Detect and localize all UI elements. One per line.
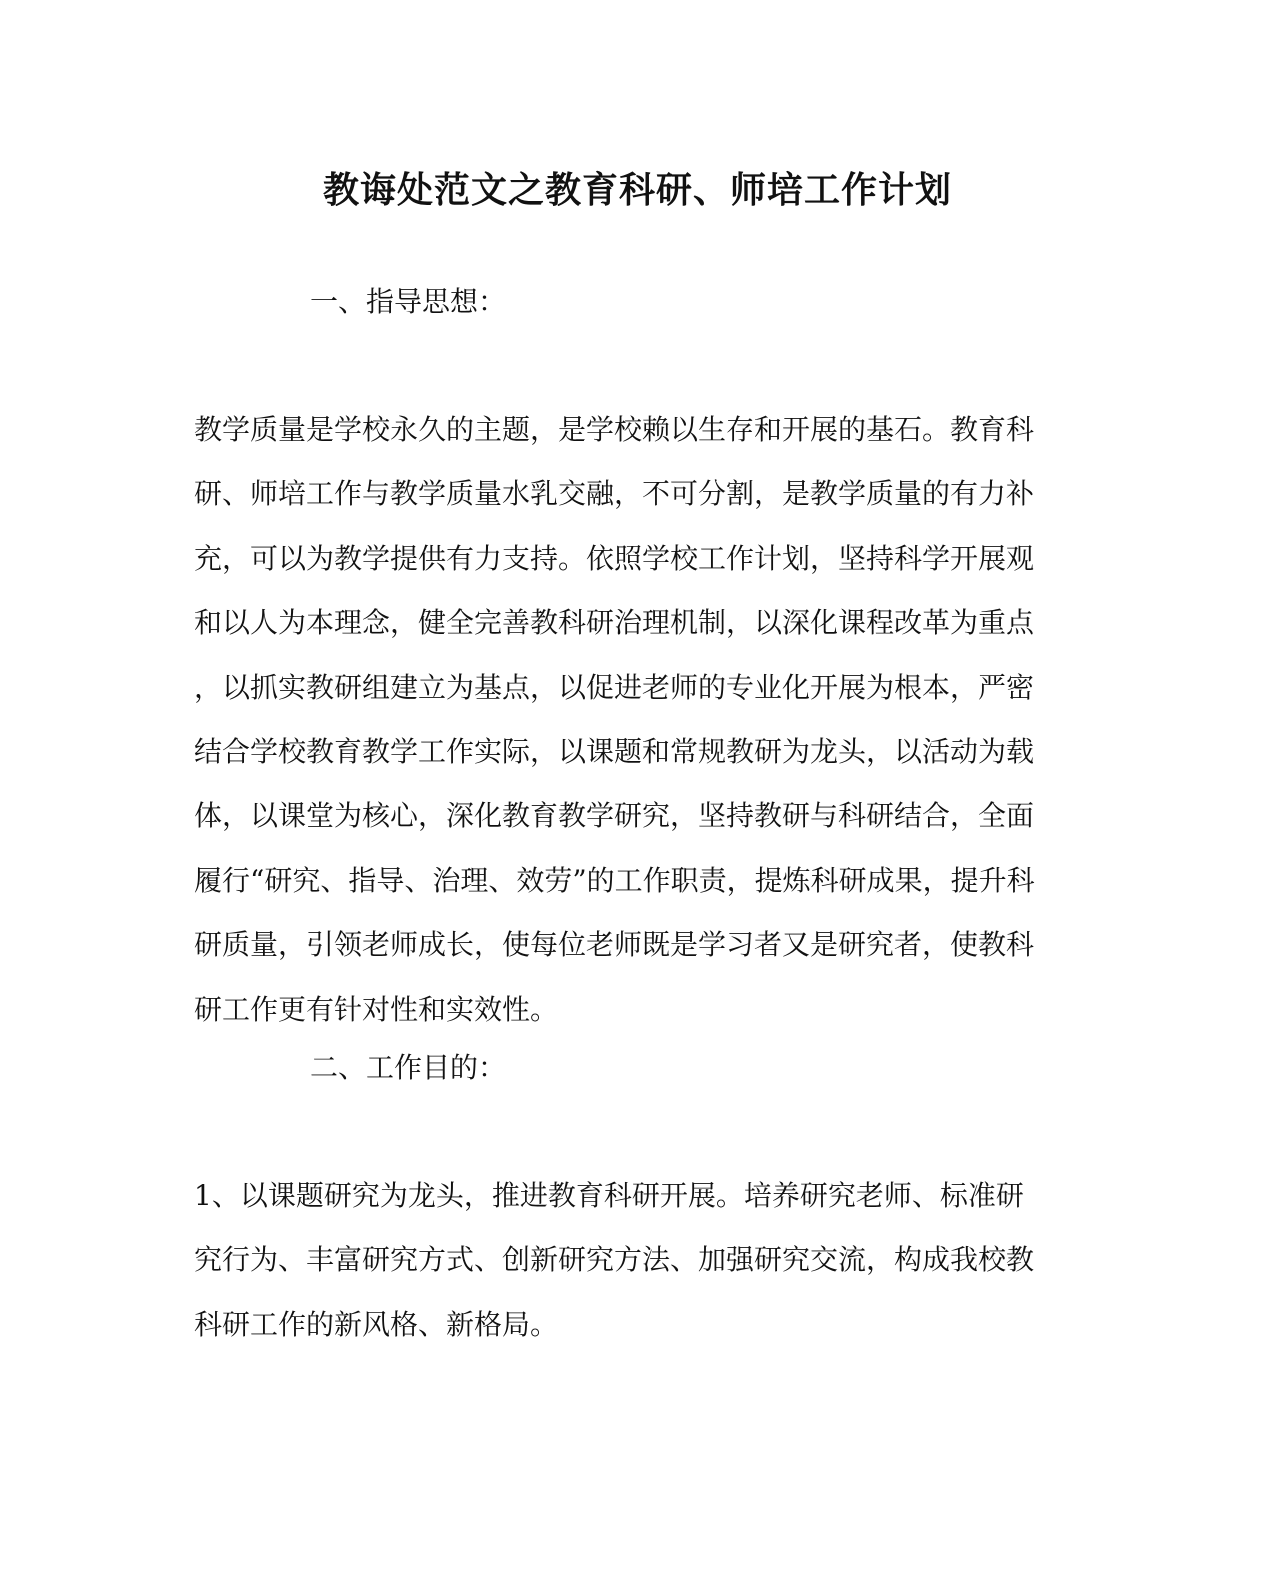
paragraph-line: 充，可以为教学提供有力支持。依照学校工作计划，坚持科学开展观: [194, 541, 1035, 575]
paragraph-line: 结合学校教育教学工作实际，以课题和常规教研为龙头，以活动为载: [194, 734, 1035, 768]
paragraph-line: 研、师培工作与教学质量水乳交融，不可分割，是教学质量的有力补: [194, 477, 1035, 511]
paragraph-line: 履行“研究、指导、治理、效劳”的工作职责，提炼科研成果，提升科: [194, 863, 1035, 897]
document-title: 教诲处范文之教育科研、师培工作计划: [322, 169, 952, 211]
paragraph-line: 体，以课堂为核心，深化教育教学研究，坚持教研与科研结合，全面: [194, 799, 1035, 833]
paragraph-line: 究行为、丰富研究方式、创新研究方法、加强研究交流，构成我校教: [194, 1243, 1035, 1277]
paragraph-line: ，以抓实教研组建立为基点，以促进老师的专业化开展为根本，严密: [194, 670, 1035, 704]
section-paragraph-work-goals: [194, 1164, 1060, 1357]
paragraph-line: 和以人为本理念，健全完善教科研治理机制，以深化课程改革为重点: [194, 606, 1035, 640]
paragraph-line: 科研工作的新风格、新格局。: [194, 1307, 559, 1341]
section-heading-guiding-ideology: 一、指导思想：: [310, 285, 507, 318]
paragraph-line: 教学质量是学校永久的主题，是学校赖以生存和开展的基石。教育科: [194, 413, 1035, 446]
paragraph-line: 研质量，引领老师成长，使每位老师既是学习者又是研究者，使教科: [194, 928, 1035, 962]
section-heading-work-goals: 二、工作目的：: [310, 1051, 507, 1084]
paragraph-line: 研工作更有针对性和实效性。: [194, 992, 559, 1026]
section-paragraph-guiding-ideology: [194, 398, 1060, 1042]
paragraph-line: 1、以课题研究为龙头，推进教育科研开展。培养研究老师、标准研: [194, 1179, 1024, 1212]
